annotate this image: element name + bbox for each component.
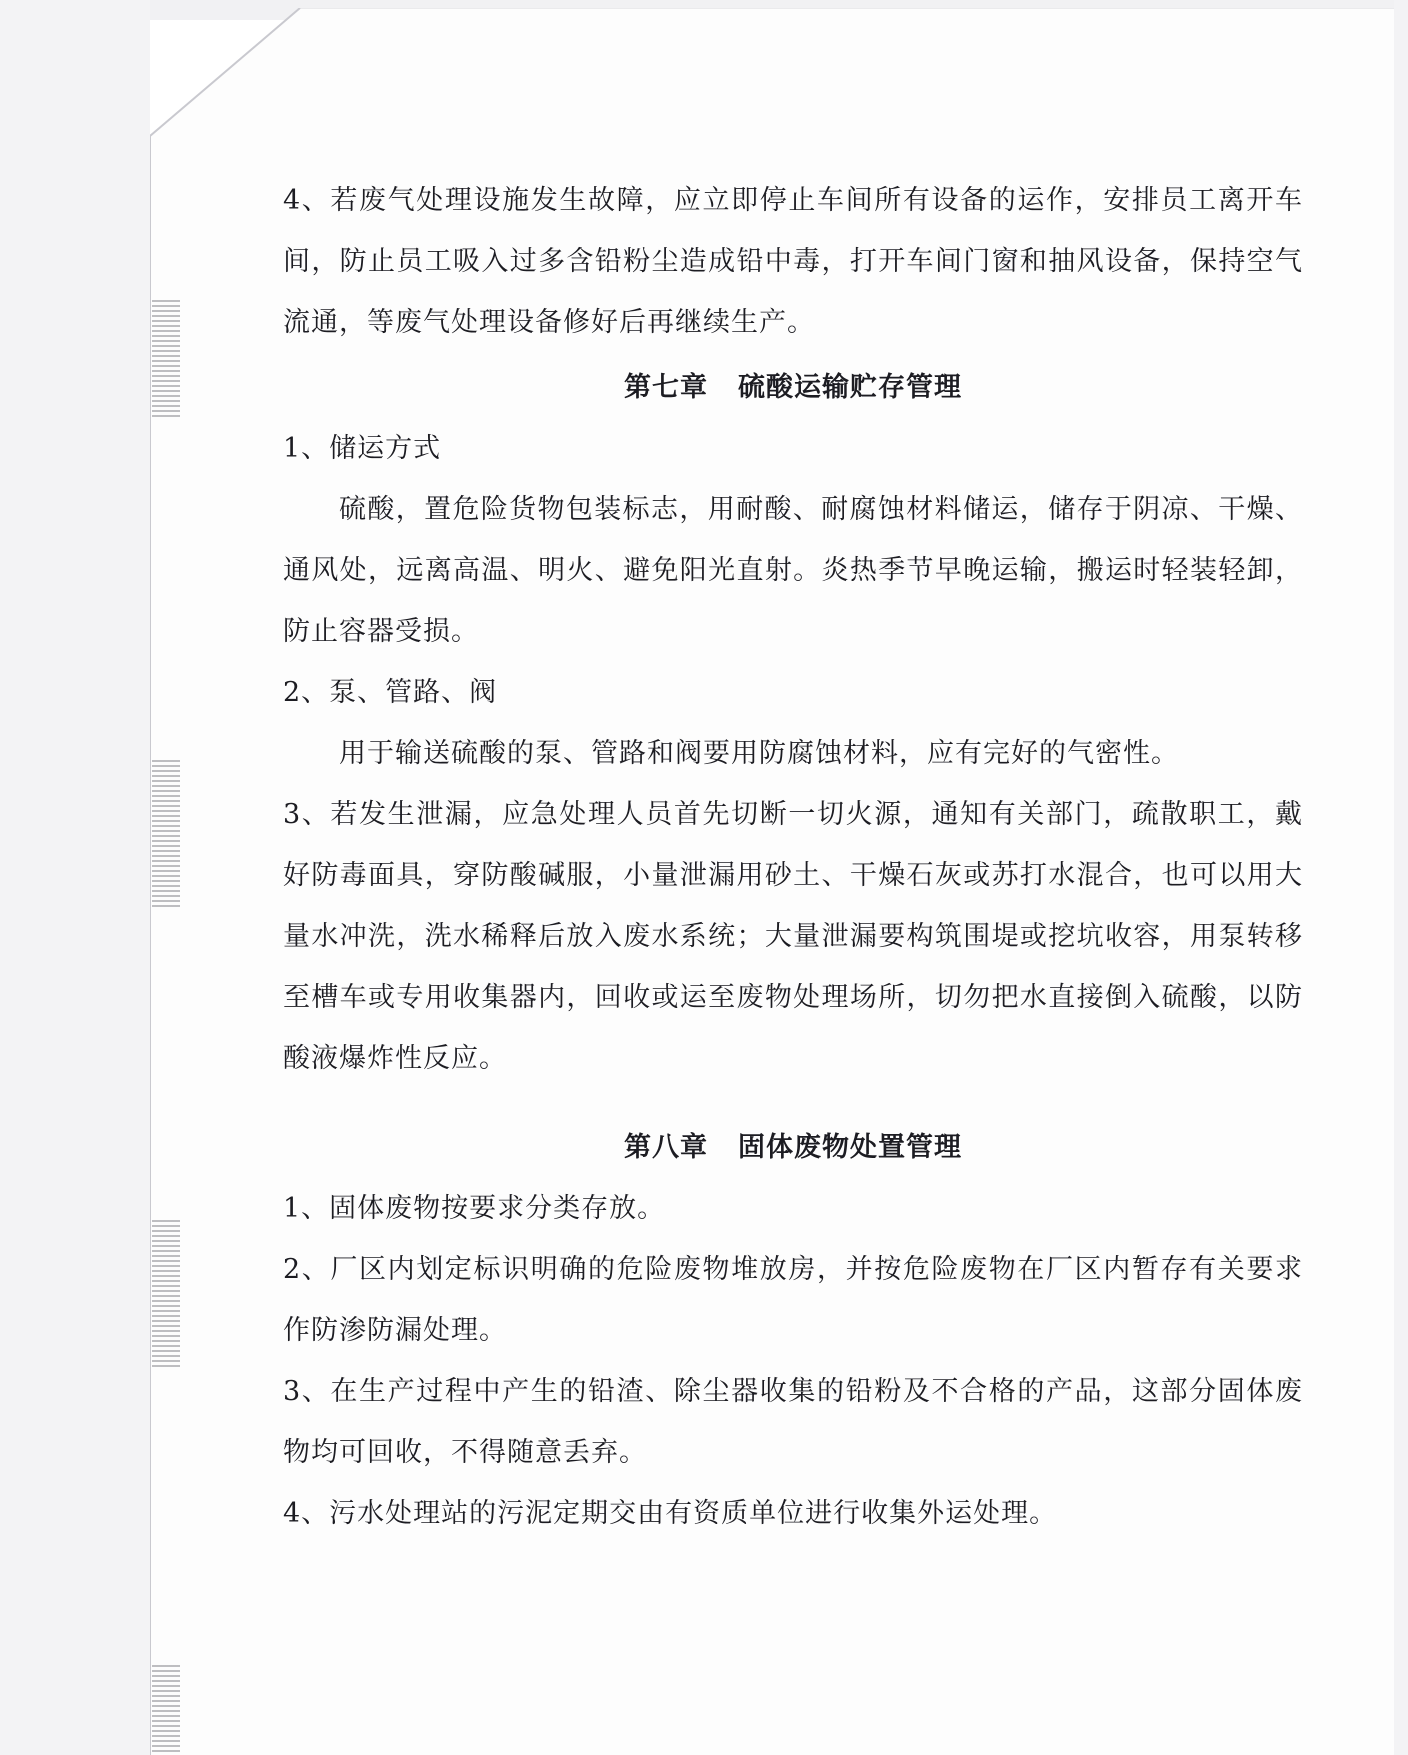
chapter-7-item-2-body: 用于输送硫酸的泵、管路和阀要用防腐蚀材料，应有完好的气密性。 <box>339 738 1179 769</box>
scanner-background-left <box>0 0 150 1755</box>
chapter-8-title: 固体废物处置管理 <box>738 1132 962 1163</box>
chapter-7-item-2-heading: 2、泵、管路、阀 <box>283 677 498 708</box>
binder-hole-smudge <box>152 1220 180 1370</box>
chapter-8-item-1: 1、固体废物按要求分类存放。 <box>283 1193 666 1224</box>
scanner-background-right <box>1394 0 1408 1755</box>
document-body <box>283 170 1303 1544</box>
chapter-7-title: 硫酸运输贮存管理 <box>738 372 962 403</box>
chapter-7-item-1-heading: 1、储运方式 <box>283 433 442 464</box>
chapter-7-number: 第七章 <box>624 372 708 403</box>
binder-hole-smudge <box>152 300 180 420</box>
chapter-8-item-2: 2、厂区内划定标识明确的危险废物堆放房，并按危险废物在厂区内暂存有关要求作防渗防漏处理。 <box>283 1254 1303 1346</box>
binder-hole-smudge <box>152 760 180 910</box>
chapter-7-item-3: 3、若发生泄漏，应急处理人员首先切断一切火源，通知有关部门，疏散职工，戴好防毒面具，穿防酸碱服，小量泄漏用砂土、干燥石灰或苏打水混合，也可以用大量水冲洗，洗水稀释后放入废水系统；大量泄漏要构筑围堤或挖坑收容，用泵转移至槽车或专用收集器内，回收或运至废物处理场所，切勿把水直接倒入硫酸，以防酸液爆炸性反应。 <box>283 799 1303 1074</box>
chapter-8-item-4: 4、污水处理站的污泥定期交由有资质单位进行收集外运处理。 <box>283 1498 1058 1529</box>
chapter-8-item-3: 3、在生产过程中产生的铅渣、除尘器收集的铅粉及不合格的产品，这部分固体废物均可回收，不得随意丢弃。 <box>283 1376 1303 1468</box>
chapter-8-heading <box>283 1117 1303 1178</box>
chapter-7-item-1-body: 硫酸，置危险货物包装标志，用耐酸、耐腐蚀材料储运，储存于阴凉、干燥、通风处，远离高温、明火、避免阳光直射。炎热季节早晚运输，搬运时轻装轻卸，防止容器受损。 <box>283 494 1303 647</box>
chapter-7-heading <box>283 357 1303 418</box>
fault-paragraph: 4、若废气处理设施发生故障，应立即停止车间所有设备的运作，安排员工离开车间，防止员工吸入过多含铅粉尘造成铅中毒，打开车间门窗和抽风设备，保持空气流通，等废气处理设备修好后再继续生产。 <box>283 185 1303 338</box>
binder-hole-smudge <box>152 1665 180 1755</box>
chapter-8-number: 第八章 <box>624 1132 708 1163</box>
